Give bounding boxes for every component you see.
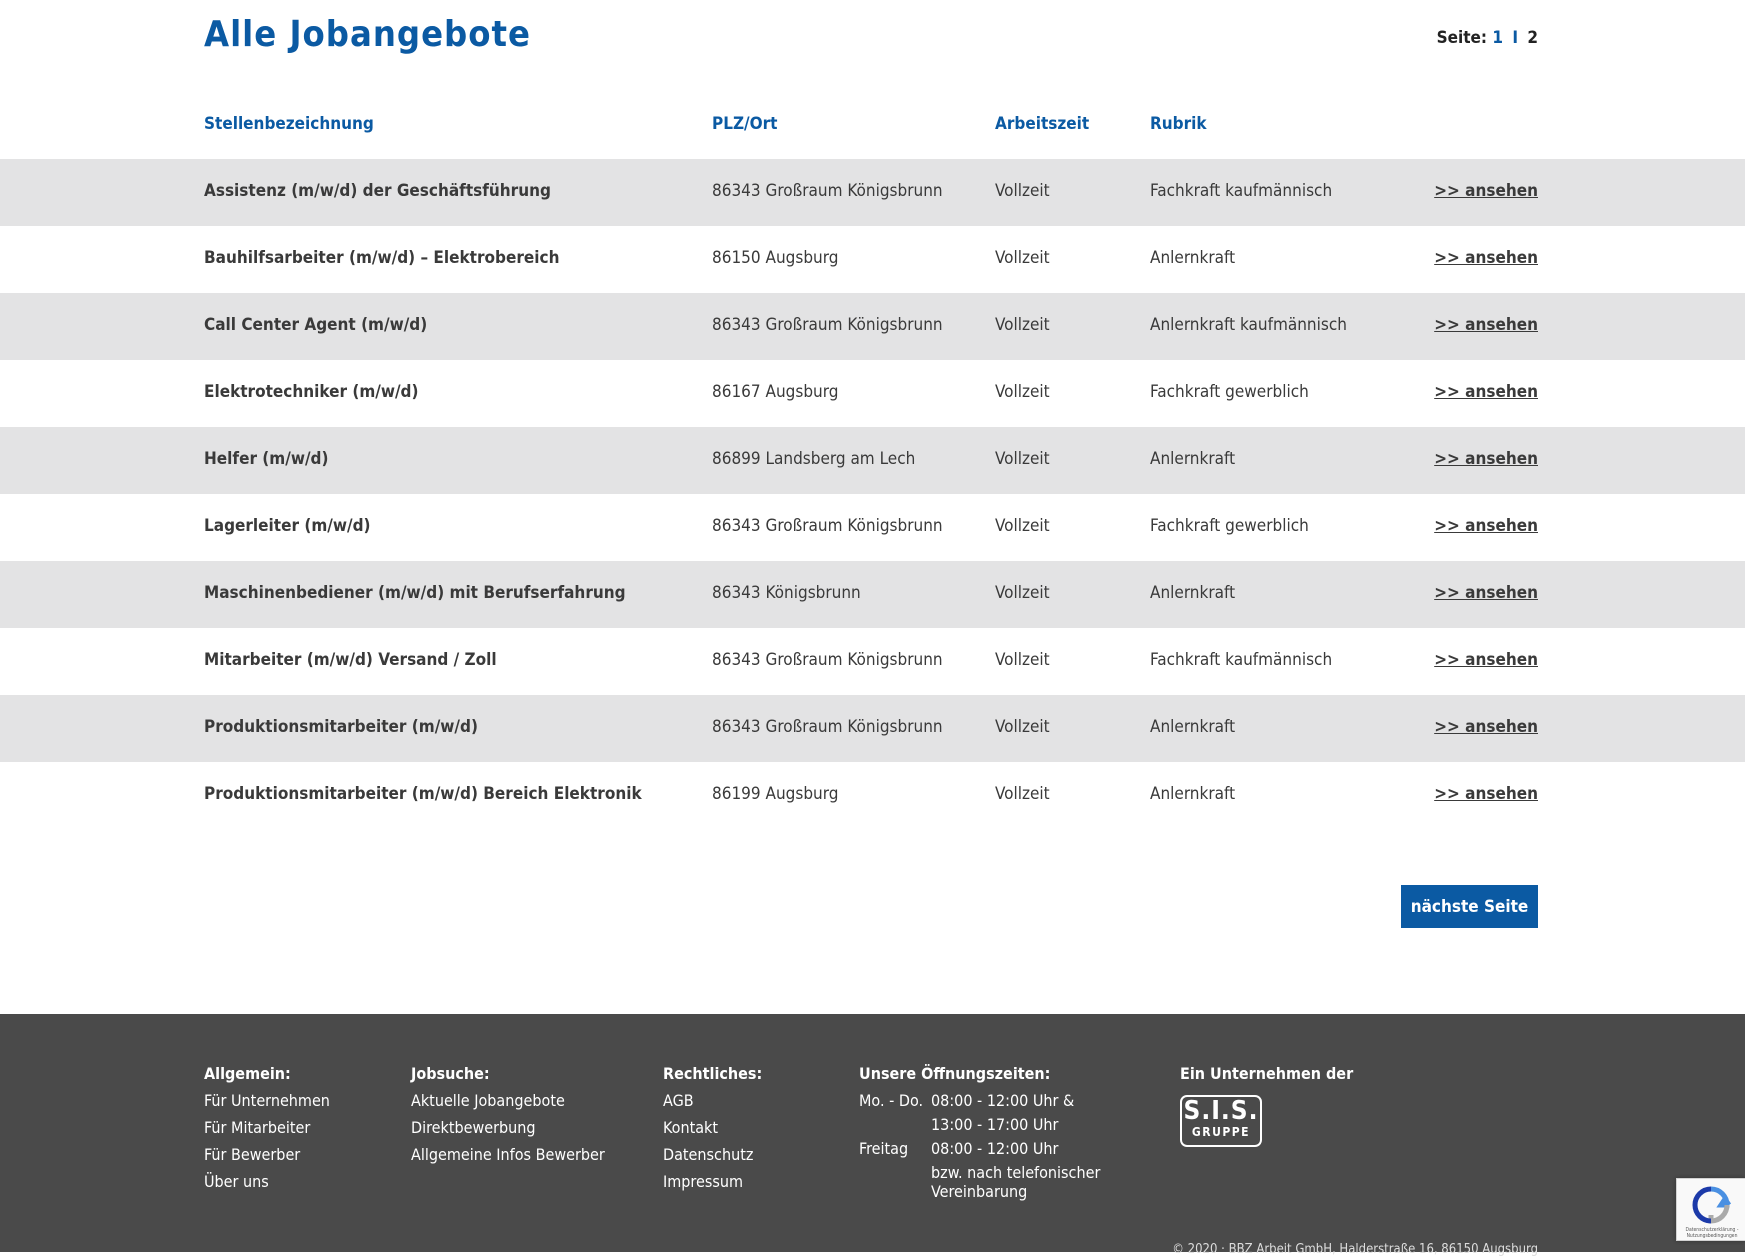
job-location: 86199 Augsburg xyxy=(712,784,839,804)
table-header xyxy=(0,112,1745,159)
job-title: Mitarbeiter (m/w/d) Versand / Zoll xyxy=(204,650,497,670)
footer-jobsearch xyxy=(411,1064,605,1172)
pager-page-1[interactable]: 1 xyxy=(1492,28,1503,48)
view-job-link[interactable]: >> ansehen xyxy=(1434,717,1538,737)
job-title: Lagerleiter (m/w/d) xyxy=(204,516,371,536)
pager-label: Seite: xyxy=(1436,28,1488,48)
job-worktime: Vollzeit xyxy=(995,650,1050,670)
footer-jobsearch-title: Jobsuche: xyxy=(411,1064,490,1083)
job-title: Produktionsmitarbeiter (m/w/d) Bereich Elektronik xyxy=(204,784,642,804)
job-worktime: Vollzeit xyxy=(995,516,1050,536)
footer-hours xyxy=(859,1064,1101,1201)
job-location: 86343 Großraum Königsbrunn xyxy=(712,650,943,670)
page-title: Alle Jobangebote xyxy=(204,14,531,55)
table-row xyxy=(0,360,1745,427)
footer-general-title: Allgemein: xyxy=(204,1064,291,1083)
footer-link-direct-application[interactable]: Direktbewerbung xyxy=(411,1118,536,1137)
job-location: 86343 Königsbrunn xyxy=(712,583,861,603)
job-worktime: Vollzeit xyxy=(995,717,1050,737)
hours-time-afternoon: 13:00 - 17:00 Uhr xyxy=(931,1115,1059,1134)
job-location: 86167 Augsburg xyxy=(712,382,839,402)
job-worktime: Vollzeit xyxy=(995,315,1050,335)
footer-legal xyxy=(663,1064,762,1199)
view-job-link[interactable]: >> ansehen xyxy=(1434,181,1538,201)
job-worktime: Vollzeit xyxy=(995,449,1050,469)
recaptcha-icon xyxy=(1691,1185,1731,1225)
footer-link-applicant-info[interactable]: Allgemeine Infos Bewerber xyxy=(411,1145,605,1164)
table-row xyxy=(0,226,1745,293)
job-worktime: Vollzeit xyxy=(995,583,1050,603)
logo-text-sis: S.I.S. xyxy=(1183,1096,1259,1126)
pager-page-2[interactable]: 2 xyxy=(1527,28,1538,48)
hours-time-friday: 08:00 - 12:00 Uhr xyxy=(931,1139,1059,1158)
footer-link-privacy[interactable]: Datenschutz xyxy=(663,1145,754,1164)
footer-link-agb[interactable]: AGB xyxy=(663,1091,694,1110)
table-row xyxy=(0,695,1745,762)
table-row xyxy=(0,494,1745,561)
job-category: Fachkraft kaufmännisch xyxy=(1150,181,1333,201)
footer-legal-title: Rechtliches: xyxy=(663,1064,763,1083)
job-category: Anlernkraft kaufmännisch xyxy=(1150,315,1347,335)
view-job-link[interactable]: >> ansehen xyxy=(1434,516,1538,536)
footer-general xyxy=(204,1064,330,1199)
job-location: 86343 Großraum Königsbrunn xyxy=(712,516,943,536)
job-title: Assistenz (m/w/d) der Geschäftsführung xyxy=(204,181,551,201)
recaptcha-links[interactable]: Datenschutzerklärung - Nutzungsbedingungen xyxy=(1685,1227,1739,1239)
hours-note: bzw. nach telefonischer Vereinbarung xyxy=(931,1163,1101,1201)
job-category: Anlernkraft xyxy=(1150,449,1236,469)
job-title: Bauhilfsarbeiter (m/w/d) – Elektrobereich xyxy=(204,248,560,268)
view-job-link[interactable]: >> ansehen xyxy=(1434,248,1538,268)
next-page-button[interactable]: nächste Seite xyxy=(1401,885,1538,928)
table-row xyxy=(0,159,1745,226)
job-table xyxy=(0,159,1745,829)
job-title: Produktionsmitarbeiter (m/w/d) xyxy=(204,717,478,737)
table-row xyxy=(0,561,1745,628)
footer-company-title: Ein Unternehmen der xyxy=(1180,1064,1354,1083)
copyright: © 2020 · BBZ Arbeit GmbH, Halderstraße 16, 86150 Augsburg xyxy=(1172,1242,1538,1257)
job-worktime: Vollzeit xyxy=(995,181,1050,201)
footer-link-about[interactable]: Über uns xyxy=(204,1172,269,1191)
job-title: Elektrotechniker (m/w/d) xyxy=(204,382,419,402)
table-row xyxy=(0,427,1745,494)
job-worktime: Vollzeit xyxy=(995,382,1050,402)
pager-separator: I xyxy=(1512,28,1519,48)
job-category: Anlernkraft xyxy=(1150,248,1236,268)
table-row xyxy=(0,762,1745,829)
job-worktime: Vollzeit xyxy=(995,248,1050,268)
header-category[interactable]: Rubrik xyxy=(1150,114,1207,134)
header-title[interactable]: Stellenbezeichnung xyxy=(204,114,374,134)
pagination xyxy=(1437,28,1538,48)
view-job-link[interactable]: >> ansehen xyxy=(1434,650,1538,670)
job-location: 86343 Großraum Königsbrunn xyxy=(712,717,943,737)
footer-link-imprint[interactable]: Impressum xyxy=(663,1172,743,1191)
footer xyxy=(0,1014,1745,1257)
job-category: Anlernkraft xyxy=(1150,583,1236,603)
footer-link-applicants[interactable]: Für Bewerber xyxy=(204,1145,301,1164)
job-title: Helfer (m/w/d) xyxy=(204,449,329,469)
sis-group-logo[interactable] xyxy=(1180,1095,1262,1147)
job-category: Fachkraft gewerblich xyxy=(1150,516,1309,536)
view-job-link[interactable]: >> ansehen xyxy=(1434,315,1538,335)
hours-day-friday: Freitag xyxy=(859,1139,909,1158)
header-worktime[interactable]: Arbeitszeit xyxy=(995,114,1090,134)
view-job-link[interactable]: >> ansehen xyxy=(1434,449,1538,469)
table-row xyxy=(0,628,1745,695)
footer-link-companies[interactable]: Für Unternehmen xyxy=(204,1091,330,1110)
job-title: Maschinenbediener (m/w/d) mit Berufserfahrung xyxy=(204,583,626,603)
job-worktime: Vollzeit xyxy=(995,784,1050,804)
footer-company xyxy=(1180,1064,1353,1147)
job-category: Fachkraft gewerblich xyxy=(1150,382,1309,402)
header-location[interactable]: PLZ/Ort xyxy=(712,114,778,134)
job-location: 86899 Landsberg am Lech xyxy=(712,449,916,469)
footer-link-employees[interactable]: Für Mitarbeiter xyxy=(204,1118,311,1137)
footer-hours-title: Unsere Öffnungszeiten: xyxy=(859,1064,1051,1083)
table-row xyxy=(0,293,1745,360)
hours-day-weekdays: Mo. - Do. xyxy=(859,1091,924,1110)
view-job-link[interactable]: >> ansehen xyxy=(1434,583,1538,603)
job-category: Anlernkraft xyxy=(1150,717,1236,737)
recaptcha-badge[interactable] xyxy=(1676,1178,1745,1241)
view-job-link[interactable]: >> ansehen xyxy=(1434,784,1538,804)
view-job-link[interactable]: >> ansehen xyxy=(1434,382,1538,402)
job-location: 86150 Augsburg xyxy=(712,248,839,268)
logo-text-gruppe: GRUPPE xyxy=(1191,1125,1251,1139)
job-location: 86343 Großraum Königsbrunn xyxy=(712,315,943,335)
footer-link-current-jobs[interactable]: Aktuelle Jobangebote xyxy=(411,1091,565,1110)
job-location: 86343 Großraum Königsbrunn xyxy=(712,181,943,201)
job-category: Anlernkraft xyxy=(1150,784,1236,804)
footer-link-contact[interactable]: Kontakt xyxy=(663,1118,719,1137)
job-category: Fachkraft kaufmännisch xyxy=(1150,650,1333,670)
job-title: Call Center Agent (m/w/d) xyxy=(204,315,428,335)
hours-time-morning: 08:00 - 12:00 Uhr & xyxy=(931,1091,1075,1110)
